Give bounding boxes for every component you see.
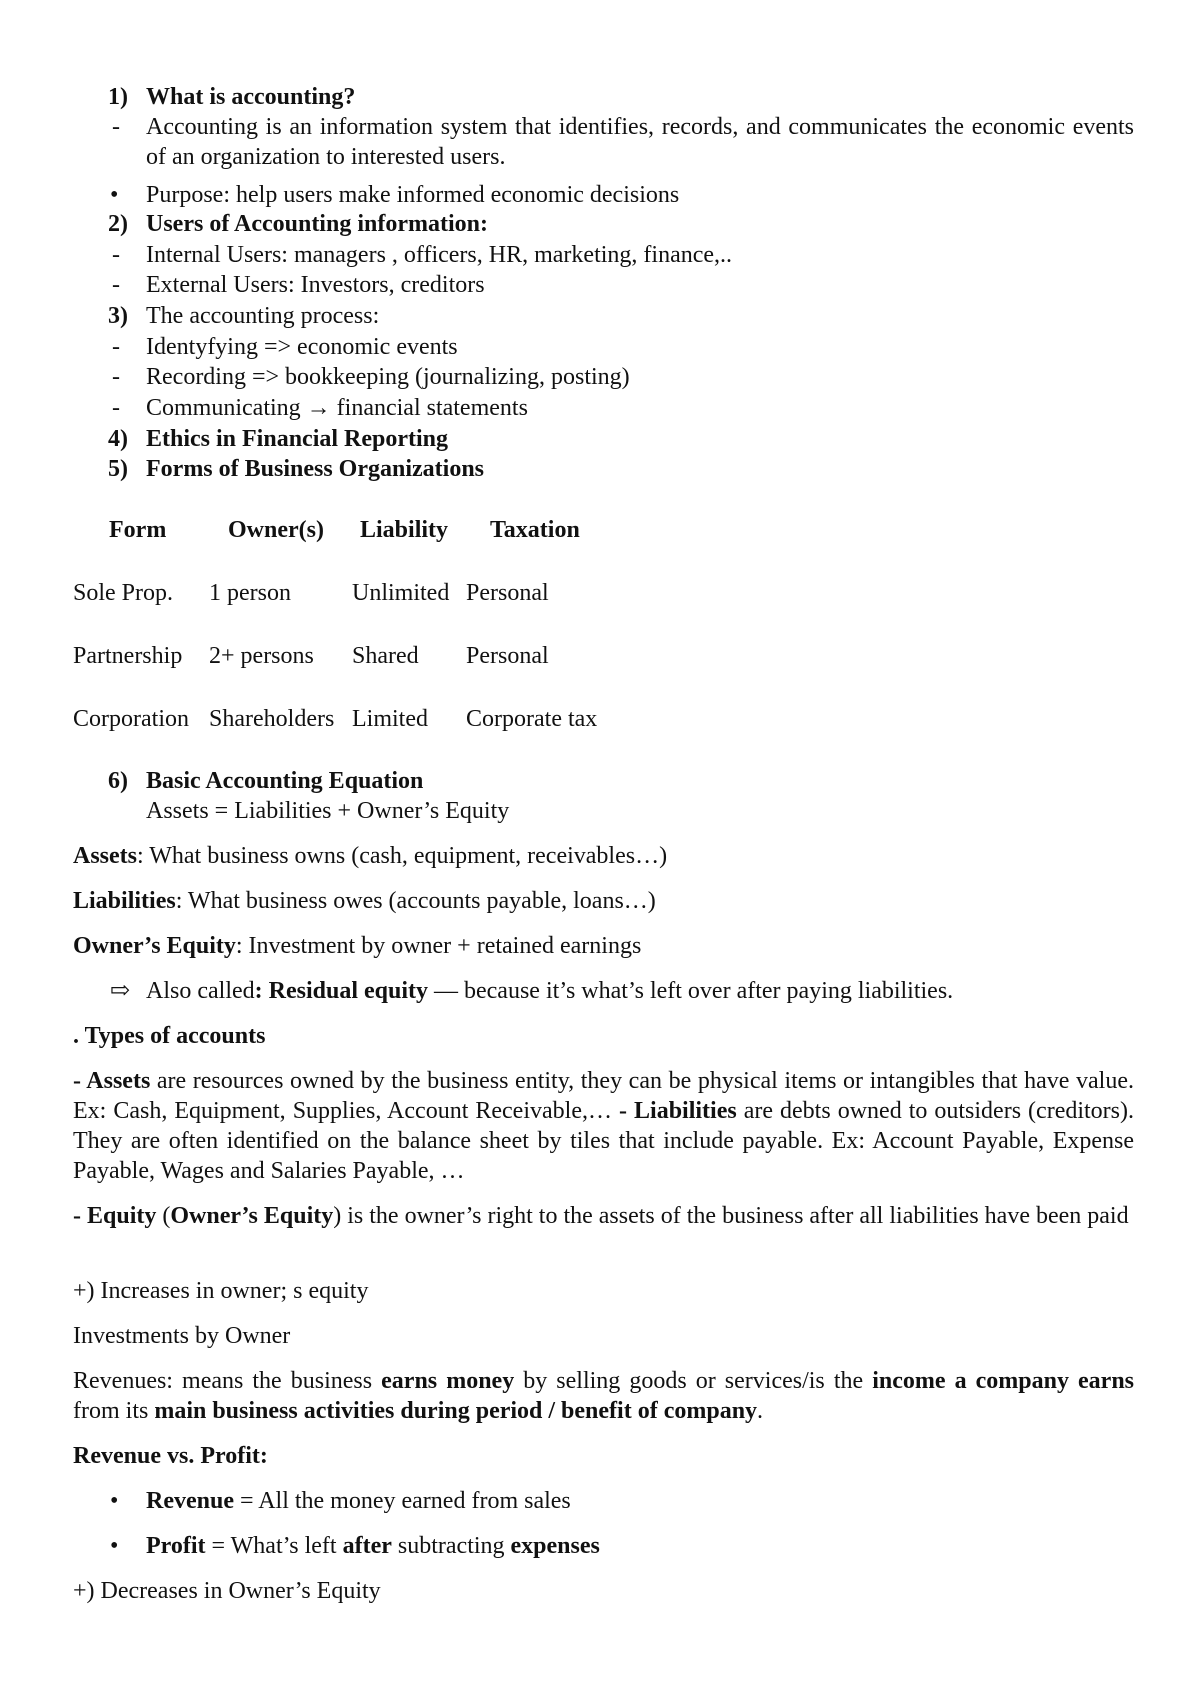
types-heading: . Types of accounts bbox=[73, 1023, 266, 1049]
section-6-number: 6) bbox=[108, 768, 128, 794]
liabilities-description: are debts owned to outsiders (creditors). They are often identified on the balance sheet by tiles that include payable. Ex: Account Payable, Expense Payable, Wages and Salaries Payable, … bbox=[73, 1098, 1135, 1184]
table-header: Liability bbox=[360, 517, 449, 543]
table-cell: Corporate tax bbox=[466, 706, 598, 732]
also-called: Also called bbox=[146, 978, 255, 1004]
accounting-definition: Accounting is an information system that identifies, records, and communicates the economic events of an organization to interested users. bbox=[146, 114, 1134, 170]
assets-definition bbox=[73, 841, 667, 871]
bold-text: main business activities during period / benefit of company bbox=[154, 1398, 758, 1424]
table-cell: Shareholders bbox=[209, 706, 335, 732]
table-cell: 1 person bbox=[209, 580, 291, 606]
increases-heading: +) Increases in owner; s equity bbox=[73, 1278, 369, 1304]
section-5-number: 5) bbox=[108, 456, 128, 482]
section-4-number: 4) bbox=[108, 426, 128, 452]
table-cell: Corporation bbox=[73, 706, 189, 732]
table-cell: Sole Prop. bbox=[73, 580, 174, 606]
definition-dash: - bbox=[112, 114, 120, 140]
table-cell: Limited bbox=[352, 706, 428, 732]
section-4-title: Ethics in Financial Reporting bbox=[146, 426, 449, 452]
process-step: Communicating → financial statements bbox=[146, 395, 528, 421]
revenue-term: Revenue bbox=[146, 1488, 234, 1514]
profit-term: Profit bbox=[146, 1533, 206, 1559]
process-step-dash: - bbox=[112, 395, 120, 421]
section-2-number: 2) bbox=[108, 211, 128, 237]
equity-definition bbox=[73, 931, 641, 961]
assets-liabilities-paragraph bbox=[73, 1066, 1134, 1186]
liabilities-text: : What business owes (accounts payable, loans…) bbox=[175, 888, 656, 914]
bold-text: income a company earns bbox=[872, 1368, 1135, 1394]
section-2-title: Users of Accounting information: bbox=[146, 211, 488, 237]
profit-item bbox=[146, 1531, 600, 1561]
liabilities-definition bbox=[73, 886, 656, 916]
investments-by-owner: Investments by Owner bbox=[73, 1323, 291, 1349]
revenue-text: = All the money earned from sales bbox=[233, 1488, 571, 1514]
paren: ( bbox=[156, 1203, 171, 1229]
text: Revenues: means the business bbox=[73, 1368, 382, 1394]
owners-equity-term: Owner’s Equity bbox=[170, 1203, 334, 1229]
revenue-vs-profit-heading: Revenue vs. Profit: bbox=[73, 1443, 268, 1469]
external-users: External Users: Investors, creditors bbox=[146, 272, 485, 298]
bold-text: expenses bbox=[510, 1533, 600, 1559]
table-cell: 2+ persons bbox=[209, 643, 314, 669]
liabilities-term: Liabilities bbox=[634, 1098, 737, 1124]
table-cell: Unlimited bbox=[352, 580, 450, 606]
revenue-item bbox=[146, 1486, 571, 1516]
assets-label: Assets bbox=[73, 843, 137, 869]
equity-paragraph bbox=[73, 1201, 1134, 1231]
bullet: • bbox=[110, 1488, 119, 1514]
profit-text: = What’s left bbox=[205, 1533, 343, 1559]
bold-text: after bbox=[342, 1533, 392, 1559]
internal-users: Internal Users: managers , officers, HR, marketing, finance,.. bbox=[146, 242, 733, 268]
text: by selling goods or services/is the bbox=[514, 1368, 873, 1394]
table-cell: Personal bbox=[466, 643, 549, 669]
process-step: Identyfying => economic events bbox=[146, 334, 458, 360]
external-users-dash: - bbox=[112, 272, 120, 298]
residual-equity-term: : Residual equity bbox=[254, 978, 428, 1004]
section-1-number: 1) bbox=[108, 84, 128, 110]
table-cell: Shared bbox=[352, 643, 419, 669]
equity-text: : Investment by owner + retained earnings bbox=[235, 933, 642, 959]
equity-description: ) is the owner’s right to the assets of the business after all liabilities have been paid bbox=[333, 1203, 1129, 1229]
internal-users-dash: - bbox=[112, 242, 120, 268]
assets-term: Assets bbox=[86, 1068, 151, 1094]
liabilities-label: Liabilities bbox=[73, 888, 176, 914]
section-6-title: Basic Accounting Equation bbox=[146, 768, 424, 794]
process-step-dash: - bbox=[112, 334, 120, 360]
bold-text: earns money bbox=[381, 1368, 515, 1394]
residual-equity-text: — because it’s what’s left over after paying liabilities. bbox=[428, 978, 954, 1004]
assets-text: : What business owns (cash, equipment, receivables…) bbox=[137, 843, 668, 869]
revenues-paragraph bbox=[73, 1366, 1134, 1426]
section-5-title: Forms of Business Organizations bbox=[146, 456, 485, 482]
table-header: Form bbox=[109, 517, 167, 543]
equity-label: Owner’s Equity bbox=[73, 933, 236, 959]
dash: - bbox=[73, 1068, 87, 1094]
arrow-icon: ⇨ bbox=[110, 978, 131, 1004]
table-cell: Partnership bbox=[73, 643, 183, 669]
accounting-equation: Assets = Liabilities + Owner’s Equity bbox=[146, 798, 510, 824]
decreases-heading: +) Decreases in Owner’s Equity bbox=[73, 1578, 381, 1604]
table-header: Owner(s) bbox=[228, 517, 324, 543]
text: . bbox=[757, 1398, 764, 1424]
process-step-dash: - bbox=[112, 364, 120, 390]
dash: - bbox=[619, 1098, 635, 1124]
table-header: Taxation bbox=[490, 517, 580, 543]
process-step: Recording => bookkeeping (journalizing, posting) bbox=[146, 364, 630, 390]
assets-description: are resources owned by the business entity, they can be physical items or intangibles that have value. Ex: Cash, Equipment, Supplies, Account Receivable,… bbox=[73, 1068, 1134, 1124]
purpose-text: Purpose: help users make informed economic decisions bbox=[146, 182, 680, 208]
residual-equity-note bbox=[146, 976, 953, 1006]
bullet: • bbox=[110, 1533, 119, 1559]
text: from its bbox=[73, 1398, 155, 1424]
profit-text: subtracting bbox=[391, 1533, 511, 1559]
equity-term: - Equity bbox=[73, 1203, 157, 1229]
purpose-bullet: • bbox=[110, 182, 119, 208]
table-cell: Personal bbox=[466, 580, 549, 606]
section-1-title: What is accounting? bbox=[146, 84, 356, 110]
section-3-number: 3) bbox=[108, 303, 128, 329]
section-3-title: The accounting process: bbox=[146, 303, 380, 329]
